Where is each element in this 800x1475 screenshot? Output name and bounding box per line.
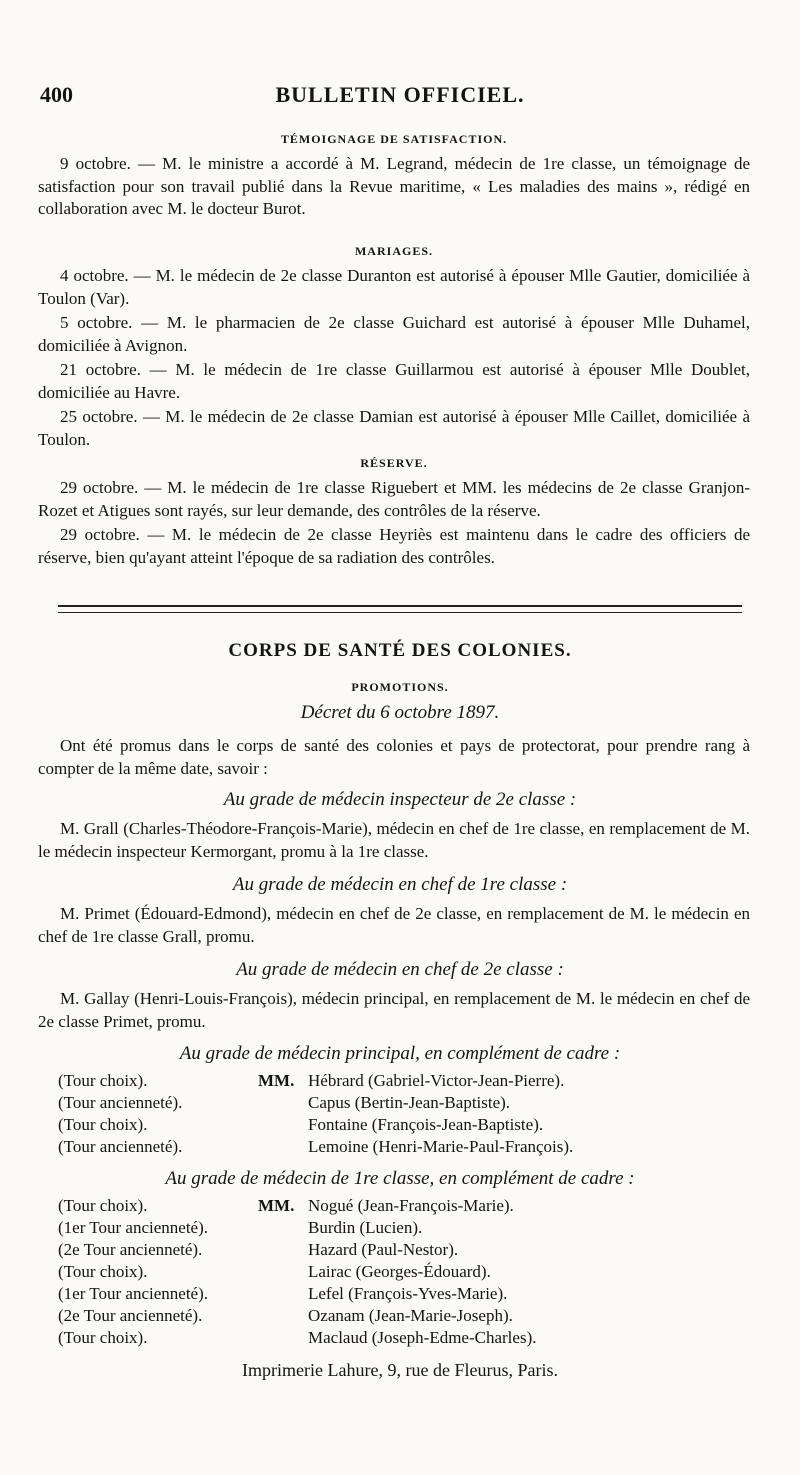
tour-cell: (Tour choix). [58,1071,148,1090]
promotions-title: PROMOTIONS. [351,680,449,694]
table-row [58,1137,573,1159]
mariage-item: 4 octobre. — M. le médecin de 2e classe Duranton est autorisé à épouser Mlle Gautier, domiciliée à Toulon (Var). [38,266,750,308]
mariages-title: MARIAGES. [354,244,433,258]
tour-cell: (Tour choix). [58,1196,148,1215]
mm-cell: MM. [258,1196,295,1215]
grade-block [38,988,750,1033]
tour-cell: (Tour ancienneté). [58,1093,183,1112]
name-cell: Lemoine (Henri-Marie-Paul-François). [308,1137,574,1156]
table-row [58,1306,536,1328]
table-row [58,1071,573,1093]
promotions-intro: Ont été promus dans le corps de santé des colonies et pays de protectorat, pour prendre rang à compter de la même date, savoir : [38,736,750,778]
double-rule-top [58,605,742,607]
temoignage-section [38,132,750,221]
mm-cell [258,1240,308,1262]
name-cell: Fontaine (François-Jean-Baptiste). [308,1115,544,1134]
tour-cell: (Tour ancienneté). [58,1137,183,1156]
table-row [58,1196,536,1218]
tour-cell: (Tour choix). [58,1262,148,1281]
imprint-line: Imprimerie Lahure, 9, rue de Fleurus, Paris. [242,1360,558,1380]
grade-heading: Au grade de médecin inspecteur de 2e classe : [223,789,577,810]
reserve-title: RÉSERVE. [360,456,428,470]
grade-text: M. Gallay (Henri-Louis-François), médecin principal, en remplacement de M. le médecin en chef de 2e classe Primet, promu. [38,989,750,1031]
mm-cell [258,1115,308,1137]
mariage-item: 21 octobre. — M. le médecin de 1re classe Guillarmou est autorisé à épouser Mlle Doublet, domiciliée au Havre. [38,360,750,402]
tour-cell: (Tour choix). [58,1328,148,1347]
grade-block [38,818,750,863]
mm-cell [258,1328,308,1350]
promotion-list [58,1196,536,1350]
table-row [58,1115,573,1137]
mariage-item: 5 octobre. — M. le pharmacien de 2e classe Guichard est autorisé à épouser Mlle Duhamel, domiciliée à Avignon. [38,313,750,355]
mm-cell [258,1262,308,1284]
reserve-section [38,456,750,569]
page-number: 400 [40,82,73,107]
grade-block [38,903,750,948]
reserve-item: 29 octobre. — M. le médecin de 1re classe Riguebert et MM. les médecins de 2e classe Granjon-Rozet et Atigues sont rayés, sur leur demande, des contrôles de la réserve. [38,478,750,520]
mm-cell [258,1093,308,1115]
mm-cell [258,1137,308,1159]
name-cell: Hébrard (Gabriel-Victor-Jean-Pierre). [308,1071,565,1090]
name-cell: Capus (Bertin-Jean-Baptiste). [308,1093,511,1112]
mm-cell [258,1218,308,1240]
table-row [58,1284,536,1306]
promotions-intro-block [38,735,750,780]
tour-cell: (1er Tour ancienneté). [58,1218,209,1237]
mariage-item: 25 octobre. — M. le médecin de 2e classe Damian est autorisé à épouser Mlle Caillet, domiciliée à Toulon. [38,407,750,449]
temoignage-text: 9 octobre. — M. le ministre a accordé à M. Legrand, médecin de 1re classe, un témoignage de satisfaction pour son travail publié dans la Revue maritime, « Les maladies des mains », rédigé en collaboration avec M. le docteur Burot. [38,154,750,218]
reserve-item: 29 octobre. — M. le médecin de 2e classe Heyriès est maintenu dans le cadre des officiers de réserve, bien qu'ayant atteint l'époque de sa radiation des contrôles. [38,525,750,567]
promotion-list [58,1071,573,1159]
name-cell: Lefel (François-Yves-Marie). [308,1284,508,1303]
grade-heading: Au grade de médecin en chef de 1re classe : [232,874,568,895]
page-header [40,82,760,112]
grade-text: M. Grall (Charles-Théodore-François-Marie), médecin en chef de 1re classe, en remplacement de M. le médecin inspecteur Kermorgant, promu à la 1re classe. [38,819,750,861]
name-cell: Lairac (Georges-Édouard). [308,1262,491,1281]
mm-cell [258,1284,308,1306]
table-row [58,1093,573,1115]
name-cell: Ozanam (Jean-Marie-Joseph). [308,1306,513,1325]
name-cell: Burdin (Lucien). [308,1218,423,1237]
grade-heading: Au grade de médecin en chef de 2e classe : [236,959,564,980]
name-cell: Maclaud (Joseph-Edme-Charles). [308,1328,537,1347]
grade-heading: Au grade de médecin principal, en complément de cadre : [179,1043,621,1064]
double-rule-bottom [58,612,742,613]
name-cell: Nogué (Jean-François-Marie). [308,1196,514,1215]
tour-cell: (1er Tour ancienneté). [58,1284,209,1303]
grade-text: M. Primet (Édouard-Edmond), médecin en chef de 2e classe, en remplacement de M. le médecin en chef de 1re classe Grall, promu. [38,904,750,946]
running-title: BULLETIN OFFICIEL. [275,82,525,107]
table-row [58,1240,536,1262]
mm-cell [258,1306,308,1328]
temoignage-title: TÉMOIGNAGE DE SATISFACTION. [280,132,508,146]
table-row [58,1328,536,1350]
mariages-section [38,244,750,451]
tour-cell: (Tour choix). [58,1115,148,1134]
name-cell: Hazard (Paul-Nestor). [308,1240,459,1259]
grade-heading: Au grade de médecin de 1re classe, en complément de cadre : [165,1168,635,1189]
tour-cell: (2e Tour ancienneté). [58,1306,203,1325]
table-row [58,1218,536,1240]
tour-cell: (2e Tour ancienneté). [58,1240,203,1259]
colonies-title: CORPS DE SANTÉ DES COLONIES. [228,640,572,661]
table-row [58,1262,536,1284]
mm-cell: MM. [258,1071,295,1090]
decree-title: Décret du 6 octobre 1897. [300,702,500,723]
